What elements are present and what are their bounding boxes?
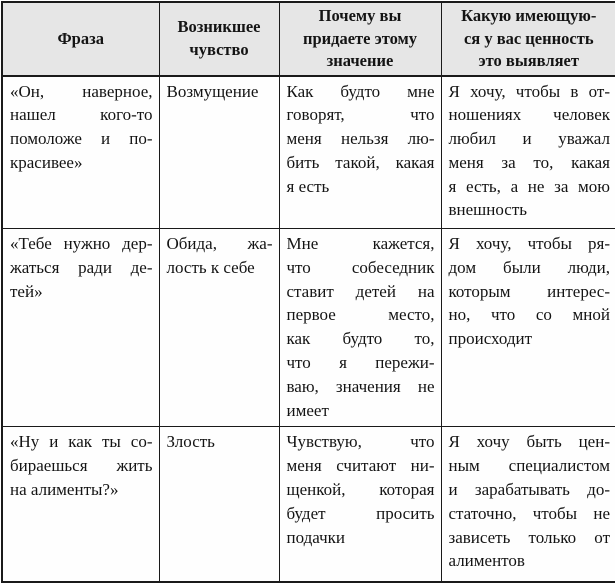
text-line: и зарабатывать до- — [448, 479, 610, 499]
text-line: подачки — [286, 527, 346, 547]
text-line: Мне кажется, — [286, 234, 435, 253]
text-line: говорят, что — [286, 105, 435, 125]
text-line: бираешься жить — [10, 456, 153, 476]
header-text-line: чувство — [189, 39, 249, 59]
text-line: Возмущение — [166, 81, 259, 101]
header-text-line: это выявляет — [478, 51, 579, 70]
table-row-3 — [2, 427, 615, 582]
text-line: Чувствую, что — [286, 432, 435, 452]
text-line: меня считают ни- — [286, 456, 435, 476]
text-line: зависеть только от — [448, 527, 610, 547]
text-line: красивее» — [10, 152, 83, 172]
text-line: на алименты?» — [10, 479, 119, 499]
text-line: бить такой, какая — [286, 152, 435, 172]
emotions-values-table — [1, 1, 615, 583]
cell-phrase-row-3 — [2, 427, 159, 582]
cell-why-meaning-row-3 — [279, 427, 441, 582]
text-line: алиментов — [448, 551, 525, 571]
table-row-1 — [2, 76, 615, 229]
header-text-line: придаете этому — [302, 28, 418, 48]
header-text-line: Какую имеющую- — [461, 6, 597, 25]
table-header — [2, 2, 615, 76]
text-line: Я хочу быть цен- — [448, 432, 610, 452]
text-line: будет просить — [286, 503, 435, 523]
cell-phrase-row-1 — [2, 76, 159, 229]
text-line: «Он, наверное, — [10, 81, 153, 101]
text-line: имеет — [286, 400, 329, 420]
cell-why-meaning-row-1 — [279, 76, 441, 229]
header-text-line: Возникшее — [177, 17, 261, 37]
cell-feeling-row-3 — [159, 427, 279, 582]
text-line: нашел кого-то — [10, 105, 153, 125]
text-line: ставит детей на — [286, 281, 435, 301]
cell-value-revealed-row-3 — [441, 427, 615, 582]
column-header-phrase — [2, 2, 159, 76]
cell-feeling-row-2 — [159, 229, 279, 427]
text-line: «Ну и как ты со- — [10, 432, 153, 452]
header-text-line: Почему вы — [318, 6, 402, 25]
text-line: ваю, значения не — [286, 376, 435, 396]
cell-value-revealed-row-1 — [441, 76, 615, 229]
text-line: что я пережи- — [286, 352, 435, 372]
header-text-line: значение — [326, 51, 394, 70]
text-line: Я хочу, чтобы в от- — [448, 81, 610, 101]
header-text-line: ся у вас ценность — [463, 28, 594, 48]
text-line: но, что со мной — [448, 305, 610, 325]
text-line: лость к себе — [166, 257, 255, 277]
table-row-2 — [2, 229, 615, 427]
text-line: помоложе и по- — [10, 129, 153, 149]
text-line: внешность — [448, 200, 528, 220]
text-line: тей» — [10, 281, 43, 301]
cell-value-revealed-row-2 — [441, 229, 615, 427]
text-line: что собеседник — [286, 257, 435, 277]
column-header-why-meaning — [279, 2, 441, 76]
text-line: жаться ради де- — [10, 257, 153, 277]
text-line: Как будто мне — [286, 81, 435, 101]
text-line: Я хочу, чтобы ря- — [448, 234, 610, 253]
text-line: любил и уважал — [448, 129, 610, 149]
text-line: дом были люди, — [448, 257, 610, 277]
text-line: происходит — [448, 329, 533, 349]
cell-why-meaning-row-2 — [279, 229, 441, 427]
column-header-value-revealed — [441, 2, 615, 76]
text-line: Обида, жа- — [166, 234, 273, 253]
text-line: я есть — [286, 176, 330, 196]
table-body — [2, 76, 615, 582]
cell-phrase-row-2 — [2, 229, 159, 427]
text-line: которым интерес- — [448, 281, 610, 301]
text-line: меня нельзя лю- — [286, 129, 435, 149]
text-line: ношениях человек — [448, 105, 610, 125]
text-line: как будто то, — [286, 329, 435, 349]
text-line: ным специалистом — [448, 456, 610, 476]
text-line: первое место, — [286, 305, 435, 325]
text-line: я есть, а не за мою — [448, 176, 610, 196]
text-line: «Тебе нужно дер- — [10, 234, 153, 253]
header-text-line: Фраза — [57, 28, 104, 48]
text-line: щенкой, которая — [286, 479, 435, 499]
cell-feeling-row-1 — [159, 76, 279, 229]
text-line: статочно, чтобы не — [448, 503, 610, 523]
column-header-feeling — [159, 2, 279, 76]
text-line: меня за то, какая — [448, 152, 610, 172]
header-row — [2, 2, 615, 76]
text-line: Злость — [166, 432, 215, 452]
